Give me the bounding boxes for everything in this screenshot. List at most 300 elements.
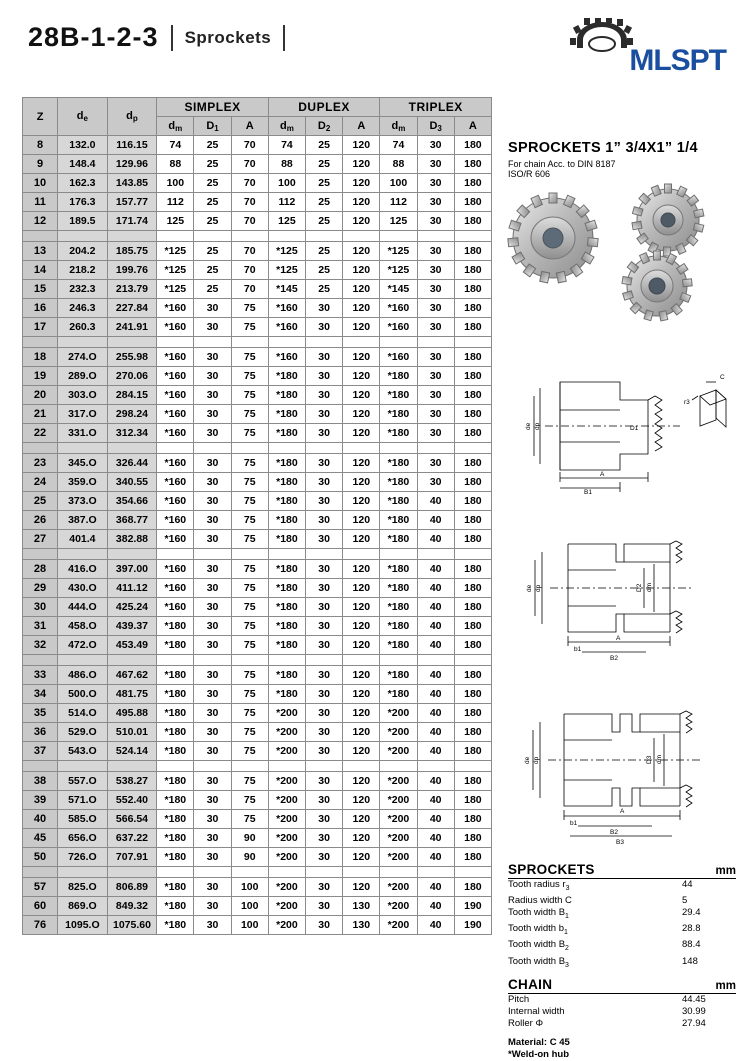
cell-g1-r3-c10: 30 — [417, 299, 454, 318]
cell-g1-r1-c2: 199.76 — [107, 261, 157, 280]
cell-g3-r0-c6: *180 — [268, 454, 305, 473]
cell-g0-r4-c6: 125 — [268, 212, 305, 231]
cell-g7-r1-c1: 869.O — [58, 897, 108, 916]
cell-g2-r3-c10: 30 — [417, 405, 454, 424]
spec-value: 44 — [682, 879, 693, 890]
cell-g0-r3-c4: 25 — [194, 193, 231, 212]
cell-g6-r0-c6: *200 — [268, 772, 305, 791]
cell-g4-r4-c7: 30 — [306, 636, 343, 655]
cell-g7-r0-c0: 57 — [23, 878, 58, 897]
cell-g5-r1-c0: 34 — [23, 685, 58, 704]
svg-text:r3: r3 — [684, 399, 690, 406]
cell-g6-r2-c10: 40 — [417, 810, 454, 829]
cell-g6-r2-c6: *200 — [268, 810, 305, 829]
title-divider — [171, 25, 173, 51]
cell-g0-r3-c11: 180 — [454, 193, 491, 212]
cell-g0-r4-c7: 25 — [306, 212, 343, 231]
cell-g5-r0-c3: *180 — [157, 666, 194, 685]
table-row — [23, 492, 492, 511]
spec-row — [508, 1018, 736, 1030]
table-row — [23, 723, 492, 742]
cell-g0-r4-c3: 125 — [157, 212, 194, 231]
cell-g6-r1-c8: 120 — [343, 791, 380, 810]
spec-row — [508, 895, 736, 907]
cell-g4-r2-c0: 30 — [23, 598, 58, 617]
cell-g4-r2-c7: 30 — [306, 598, 343, 617]
cell-g2-r3-c5: 75 — [231, 405, 268, 424]
cell-g5-r0-c2: 467.62 — [107, 666, 157, 685]
cell-g6-r1-c2: 552.40 — [107, 791, 157, 810]
table-row — [23, 897, 492, 916]
cell-g4-r2-c1: 444.O — [58, 598, 108, 617]
col-group-duplex: DUPLEX — [268, 98, 380, 117]
cell-g1-r3-c3: *160 — [157, 299, 194, 318]
table-group-spacer — [23, 655, 492, 666]
sprocket-table-container — [22, 97, 492, 935]
cell-g2-r1-c10: 30 — [417, 367, 454, 386]
cell-g3-r1-c7: 30 — [306, 473, 343, 492]
cell-g5-r3-c9: *200 — [380, 723, 417, 742]
cell-g7-r0-c10: 40 — [417, 878, 454, 897]
cell-g5-r4-c3: *180 — [157, 742, 194, 761]
cell-g2-r0-c2: 255.98 — [107, 348, 157, 367]
cell-g6-r3-c10: 40 — [417, 829, 454, 848]
cell-g1-r2-c9: *145 — [380, 280, 417, 299]
cell-g6-r1-c4: 30 — [194, 791, 231, 810]
cell-g1-r2-c11: 180 — [454, 280, 491, 299]
chain-spec-title: CHAIN — [508, 976, 553, 992]
spec-label: Tooth width $B_1$ — [508, 907, 569, 921]
cell-g2-r4-c9: *180 — [380, 424, 417, 443]
right-panel-heading: SPROCKETS 1” 3/4X1” 1/4 — [508, 140, 698, 156]
cell-g7-r2-c7: 30 — [306, 916, 343, 935]
col-header-a-duplex: A — [343, 117, 380, 136]
cell-g6-r1-c7: 30 — [306, 791, 343, 810]
cell-g5-r4-c0: 37 — [23, 742, 58, 761]
cell-g2-r1-c11: 180 — [454, 367, 491, 386]
cell-g3-r0-c9: *180 — [380, 454, 417, 473]
right-panel-line1: For chain Acc. to DIN 8187 — [508, 159, 616, 169]
cell-g2-r1-c8: 120 — [343, 367, 380, 386]
cell-g0-r0-c8: 120 — [343, 136, 380, 155]
svg-text:D1: D1 — [630, 425, 639, 432]
cell-g6-r1-c11: 180 — [454, 791, 491, 810]
cell-g0-r2-c9: 100 — [380, 174, 417, 193]
cell-g2-r4-c11: 180 — [454, 424, 491, 443]
table-row — [23, 511, 492, 530]
table-row — [23, 348, 492, 367]
cell-g0-r4-c4: 25 — [194, 212, 231, 231]
cell-g2-r2-c10: 30 — [417, 386, 454, 405]
cell-g5-r4-c7: 30 — [306, 742, 343, 761]
table-row — [23, 530, 492, 549]
material-line-1: Material: C 45 — [508, 1037, 570, 1049]
cell-g5-r1-c4: 30 — [194, 685, 231, 704]
cell-g2-r4-c4: 30 — [194, 424, 231, 443]
cell-g1-r2-c3: *125 — [157, 280, 194, 299]
cell-g4-r3-c10: 40 — [417, 617, 454, 636]
table-row — [23, 174, 492, 193]
cell-g5-r3-c0: 36 — [23, 723, 58, 742]
cell-g6-r1-c3: *180 — [157, 791, 194, 810]
cell-g1-r0-c5: 70 — [231, 242, 268, 261]
col-header-dm-triplex: $d_m$ — [380, 117, 417, 136]
cell-g1-r3-c5: 75 — [231, 299, 268, 318]
svg-text:de: de — [525, 422, 532, 430]
cell-g3-r1-c3: *160 — [157, 473, 194, 492]
cell-g5-r1-c1: 500.O — [58, 685, 108, 704]
cell-g1-r0-c1: 204.2 — [58, 242, 108, 261]
cell-g5-r0-c7: 30 — [306, 666, 343, 685]
svg-text:A: A — [600, 471, 605, 478]
cell-g4-r3-c7: 30 — [306, 617, 343, 636]
cell-g6-r4-c9: *200 — [380, 848, 417, 867]
cell-g7-r2-c10: 40 — [417, 916, 454, 935]
cell-g1-r4-c8: 120 — [343, 318, 380, 337]
svg-text:A: A — [620, 808, 625, 815]
cell-g1-r3-c0: 16 — [23, 299, 58, 318]
cell-g0-r1-c6: 88 — [268, 155, 305, 174]
cell-g3-r3-c0: 26 — [23, 511, 58, 530]
table-row — [23, 878, 492, 897]
logo-text: MLSPT — [629, 44, 726, 77]
cell-g0-r3-c1: 176.3 — [58, 193, 108, 212]
cell-g1-r2-c2: 213.79 — [107, 280, 157, 299]
table-row — [23, 742, 492, 761]
cell-g5-r0-c8: 120 — [343, 666, 380, 685]
cell-g4-r4-c8: 120 — [343, 636, 380, 655]
cell-g0-r1-c9: 88 — [380, 155, 417, 174]
cell-g7-r0-c2: 806.89 — [107, 878, 157, 897]
cell-g1-r3-c8: 120 — [343, 299, 380, 318]
cell-g5-r4-c4: 30 — [194, 742, 231, 761]
cell-g5-r3-c1: 529.O — [58, 723, 108, 742]
cell-g1-r2-c6: *145 — [268, 280, 305, 299]
cell-g3-r2-c7: 30 — [306, 492, 343, 511]
cell-g5-r3-c6: *200 — [268, 723, 305, 742]
cell-g4-r3-c11: 180 — [454, 617, 491, 636]
table-group-spacer — [23, 549, 492, 560]
sprockets-spec-title: SPROCKETS — [508, 862, 595, 877]
cell-g6-r1-c6: *200 — [268, 791, 305, 810]
cell-g0-r1-c7: 25 — [306, 155, 343, 174]
cell-g5-r1-c9: *180 — [380, 685, 417, 704]
sprockets-spec-unit: mm — [715, 865, 736, 877]
spec-row — [508, 923, 736, 939]
cell-g1-r0-c10: 30 — [417, 242, 454, 261]
cell-g3-r3-c6: *180 — [268, 511, 305, 530]
cell-g2-r0-c5: 75 — [231, 348, 268, 367]
cell-g3-r0-c0: 23 — [23, 454, 58, 473]
cell-g4-r0-c5: 75 — [231, 560, 268, 579]
cell-g7-r1-c10: 40 — [417, 897, 454, 916]
cell-g6-r4-c7: 30 — [306, 848, 343, 867]
table-group-spacer — [23, 867, 492, 878]
cell-g0-r0-c10: 30 — [417, 136, 454, 155]
cell-g3-r1-c5: 75 — [231, 473, 268, 492]
cell-g7-r2-c6: *200 — [268, 916, 305, 935]
cell-g4-r1-c10: 40 — [417, 579, 454, 598]
cell-g4-r3-c0: 31 — [23, 617, 58, 636]
cell-g2-r3-c2: 298.24 — [107, 405, 157, 424]
cell-g2-r2-c4: 30 — [194, 386, 231, 405]
cell-g3-r1-c11: 180 — [454, 473, 491, 492]
cell-g1-r4-c1: 260.3 — [58, 318, 108, 337]
cell-g1-r3-c2: 227.84 — [107, 299, 157, 318]
cell-g0-r0-c0: 8 — [23, 136, 58, 155]
cell-g2-r4-c10: 30 — [417, 424, 454, 443]
sprocket-photo-illustration — [505, 178, 740, 338]
cell-g1-r1-c8: 120 — [343, 261, 380, 280]
cell-g6-r0-c1: 557.O — [58, 772, 108, 791]
cell-g4-r4-c2: 453.49 — [107, 636, 157, 655]
spec-label: Tooth radius $r_3$ — [508, 879, 570, 892]
svg-text:dp: dp — [535, 584, 542, 592]
cell-g3-r0-c1: 345.O — [58, 454, 108, 473]
cell-g6-r2-c9: *200 — [380, 810, 417, 829]
cell-g2-r0-c11: 180 — [454, 348, 491, 367]
cell-g2-r0-c8: 120 — [343, 348, 380, 367]
cell-g3-r0-c3: *160 — [157, 454, 194, 473]
svg-text:de: de — [526, 584, 533, 592]
cell-g5-r2-c8: 120 — [343, 704, 380, 723]
spec-value: 44.45 — [682, 993, 706, 1005]
specs-section — [508, 862, 736, 1061]
cell-g2-r1-c4: 30 — [194, 367, 231, 386]
cell-g6-r0-c9: *200 — [380, 772, 417, 791]
chain-spec-header — [508, 977, 736, 994]
cell-g1-r4-c10: 30 — [417, 318, 454, 337]
cell-g0-r2-c4: 25 — [194, 174, 231, 193]
cell-g2-r3-c9: *180 — [380, 405, 417, 424]
cell-g3-r0-c8: 120 — [343, 454, 380, 473]
svg-text:B3: B3 — [616, 839, 624, 846]
table-row — [23, 155, 492, 174]
col-header-de: $d_e$ — [58, 98, 108, 136]
cell-g6-r3-c4: 30 — [194, 829, 231, 848]
cell-g4-r0-c0: 28 — [23, 560, 58, 579]
cell-g2-r3-c8: 120 — [343, 405, 380, 424]
cell-g2-r4-c5: 75 — [231, 424, 268, 443]
table-row — [23, 424, 492, 443]
spec-value: 28.8 — [682, 923, 701, 935]
cell-g5-r3-c11: 180 — [454, 723, 491, 742]
cell-g5-r2-c4: 30 — [194, 704, 231, 723]
cell-g0-r0-c6: 74 — [268, 136, 305, 155]
material-note — [508, 1037, 736, 1061]
svg-text:B2: B2 — [610, 655, 618, 662]
cell-g4-r4-c0: 32 — [23, 636, 58, 655]
cell-g3-r4-c0: 27 — [23, 530, 58, 549]
cell-g2-r1-c9: *180 — [380, 367, 417, 386]
cell-g5-r4-c11: 180 — [454, 742, 491, 761]
cell-g1-r4-c6: *160 — [268, 318, 305, 337]
cell-g5-r2-c6: *200 — [268, 704, 305, 723]
cell-g5-r1-c8: 120 — [343, 685, 380, 704]
cell-g5-r3-c2: 510.01 — [107, 723, 157, 742]
table-row — [23, 405, 492, 424]
cell-g3-r2-c2: 354.66 — [107, 492, 157, 511]
spec-row — [508, 994, 736, 1006]
cell-g2-r2-c3: *160 — [157, 386, 194, 405]
cell-g0-r2-c7: 25 — [306, 174, 343, 193]
cell-g3-r2-c4: 30 — [194, 492, 231, 511]
cell-g6-r3-c7: 30 — [306, 829, 343, 848]
cell-g3-r3-c10: 40 — [417, 511, 454, 530]
cell-g0-r2-c11: 180 — [454, 174, 491, 193]
cell-g4-r1-c1: 430.O — [58, 579, 108, 598]
cell-g3-r1-c4: 30 — [194, 473, 231, 492]
cell-g3-r4-c7: 30 — [306, 530, 343, 549]
cell-g0-r4-c0: 12 — [23, 212, 58, 231]
cell-g6-r2-c1: 585.O — [58, 810, 108, 829]
cell-g4-r0-c8: 120 — [343, 560, 380, 579]
cell-g5-r2-c2: 495.88 — [107, 704, 157, 723]
cell-g1-r1-c0: 14 — [23, 261, 58, 280]
cell-g1-r1-c3: *125 — [157, 261, 194, 280]
cell-g3-r0-c5: 75 — [231, 454, 268, 473]
cell-g1-r1-c4: 25 — [194, 261, 231, 280]
cell-g1-r3-c1: 246.3 — [58, 299, 108, 318]
cell-g1-r0-c9: *125 — [380, 242, 417, 261]
cell-g1-r0-c6: *125 — [268, 242, 305, 261]
cell-g1-r0-c2: 185.75 — [107, 242, 157, 261]
table-row — [23, 848, 492, 867]
cell-g2-r4-c0: 22 — [23, 424, 58, 443]
cell-g0-r3-c6: 112 — [268, 193, 305, 212]
cell-g6-r3-c0: 45 — [23, 829, 58, 848]
cell-g6-r4-c3: *180 — [157, 848, 194, 867]
technical-drawing-simplex — [520, 352, 735, 502]
table-head — [23, 98, 492, 136]
cell-g4-r4-c1: 472.O — [58, 636, 108, 655]
cell-g6-r4-c5: 90 — [231, 848, 268, 867]
table-header-row-1 — [23, 98, 492, 117]
cell-g1-r4-c7: 30 — [306, 318, 343, 337]
cell-g7-r1-c5: 100 — [231, 897, 268, 916]
cell-g7-r2-c2: 1075.60 — [107, 916, 157, 935]
svg-text:de: de — [524, 756, 531, 764]
spec-label: Roller Φ — [508, 1018, 544, 1030]
cell-g7-r1-c9: *200 — [380, 897, 417, 916]
cell-g6-r1-c9: *200 — [380, 791, 417, 810]
cell-g0-r4-c1: 189.5 — [58, 212, 108, 231]
cell-g5-r2-c5: 75 — [231, 704, 268, 723]
cell-g0-r3-c9: 112 — [380, 193, 417, 212]
cell-g1-r3-c9: *160 — [380, 299, 417, 318]
table-row — [23, 386, 492, 405]
cell-g1-r4-c9: *160 — [380, 318, 417, 337]
cell-g4-r4-c10: 40 — [417, 636, 454, 655]
spec-value: 5 — [682, 895, 688, 907]
cell-g2-r3-c1: 317.O — [58, 405, 108, 424]
cell-g1-r1-c6: *125 — [268, 261, 305, 280]
page-subtitle: Sprockets — [184, 27, 272, 47]
spec-value: 29.4 — [682, 907, 701, 919]
cell-g4-r4-c6: *180 — [268, 636, 305, 655]
table-row — [23, 772, 492, 791]
cell-g5-r1-c5: 75 — [231, 685, 268, 704]
cell-g3-r1-c8: 120 — [343, 473, 380, 492]
cell-g4-r0-c1: 416.O — [58, 560, 108, 579]
table-row — [23, 560, 492, 579]
cell-g3-r2-c5: 75 — [231, 492, 268, 511]
spec-label: Tooth width $B_3$ — [508, 955, 569, 969]
cell-g0-r3-c5: 70 — [231, 193, 268, 212]
cell-g4-r4-c4: 30 — [194, 636, 231, 655]
col-header-d3: $D_3$ — [417, 117, 454, 136]
cell-g2-r2-c8: 120 — [343, 386, 380, 405]
cell-g6-r2-c0: 40 — [23, 810, 58, 829]
cell-g5-r1-c11: 180 — [454, 685, 491, 704]
cell-g7-r2-c3: *180 — [157, 916, 194, 935]
cell-g1-r4-c3: *160 — [157, 318, 194, 337]
cell-g4-r4-c3: *180 — [157, 636, 194, 655]
cell-g5-r2-c10: 40 — [417, 704, 454, 723]
cell-g7-r2-c8: 130 — [343, 916, 380, 935]
right-panel-line2: ISO/R 606 — [508, 169, 551, 179]
cell-g7-r2-c1: 1095.O — [58, 916, 108, 935]
cell-g7-r1-c3: *180 — [157, 897, 194, 916]
table-body — [23, 136, 492, 935]
cell-g0-r1-c0: 9 — [23, 155, 58, 174]
cell-g0-r2-c1: 162.3 — [58, 174, 108, 193]
cell-g1-r2-c5: 70 — [231, 280, 268, 299]
cell-g6-r2-c4: 30 — [194, 810, 231, 829]
cell-g1-r1-c9: *125 — [380, 261, 417, 280]
cell-g3-r4-c1: 401.4 — [58, 530, 108, 549]
cell-g7-r1-c0: 60 — [23, 897, 58, 916]
cell-g6-r4-c0: 50 — [23, 848, 58, 867]
cell-g3-r0-c11: 180 — [454, 454, 491, 473]
table-row — [23, 617, 492, 636]
cell-g2-r3-c6: *180 — [268, 405, 305, 424]
cell-g4-r4-c5: 75 — [231, 636, 268, 655]
cell-g6-r0-c11: 180 — [454, 772, 491, 791]
cell-g2-r1-c0: 19 — [23, 367, 58, 386]
svg-text:D3: D3 — [646, 755, 653, 764]
cell-g1-r4-c2: 241.91 — [107, 318, 157, 337]
cell-g7-r2-c4: 30 — [194, 916, 231, 935]
table-row — [23, 685, 492, 704]
cell-g0-r1-c1: 148.4 — [58, 155, 108, 174]
cell-g0-r1-c10: 30 — [417, 155, 454, 174]
sprocket-table — [22, 97, 492, 935]
title-block — [28, 22, 285, 53]
cell-g2-r4-c7: 30 — [306, 424, 343, 443]
svg-text:dp: dp — [533, 756, 540, 764]
cell-g5-r1-c3: *180 — [157, 685, 194, 704]
cell-g4-r0-c4: 30 — [194, 560, 231, 579]
cell-g4-r2-c9: *180 — [380, 598, 417, 617]
cell-g2-r3-c0: 21 — [23, 405, 58, 424]
cell-g4-r1-c4: 30 — [194, 579, 231, 598]
cell-g3-r2-c1: 373.O — [58, 492, 108, 511]
cell-g4-r2-c8: 120 — [343, 598, 380, 617]
cell-g0-r0-c3: 74 — [157, 136, 194, 155]
table-group-spacer — [23, 761, 492, 772]
cell-g3-r0-c10: 30 — [417, 454, 454, 473]
cell-g2-r0-c4: 30 — [194, 348, 231, 367]
table-row — [23, 280, 492, 299]
cell-g1-r0-c7: 25 — [306, 242, 343, 261]
table-group-spacer — [23, 337, 492, 348]
spec-row — [508, 907, 736, 923]
cell-g3-r0-c2: 326.44 — [107, 454, 157, 473]
cell-g7-r1-c8: 130 — [343, 897, 380, 916]
svg-text:B1: B1 — [584, 489, 592, 496]
table-row — [23, 261, 492, 280]
